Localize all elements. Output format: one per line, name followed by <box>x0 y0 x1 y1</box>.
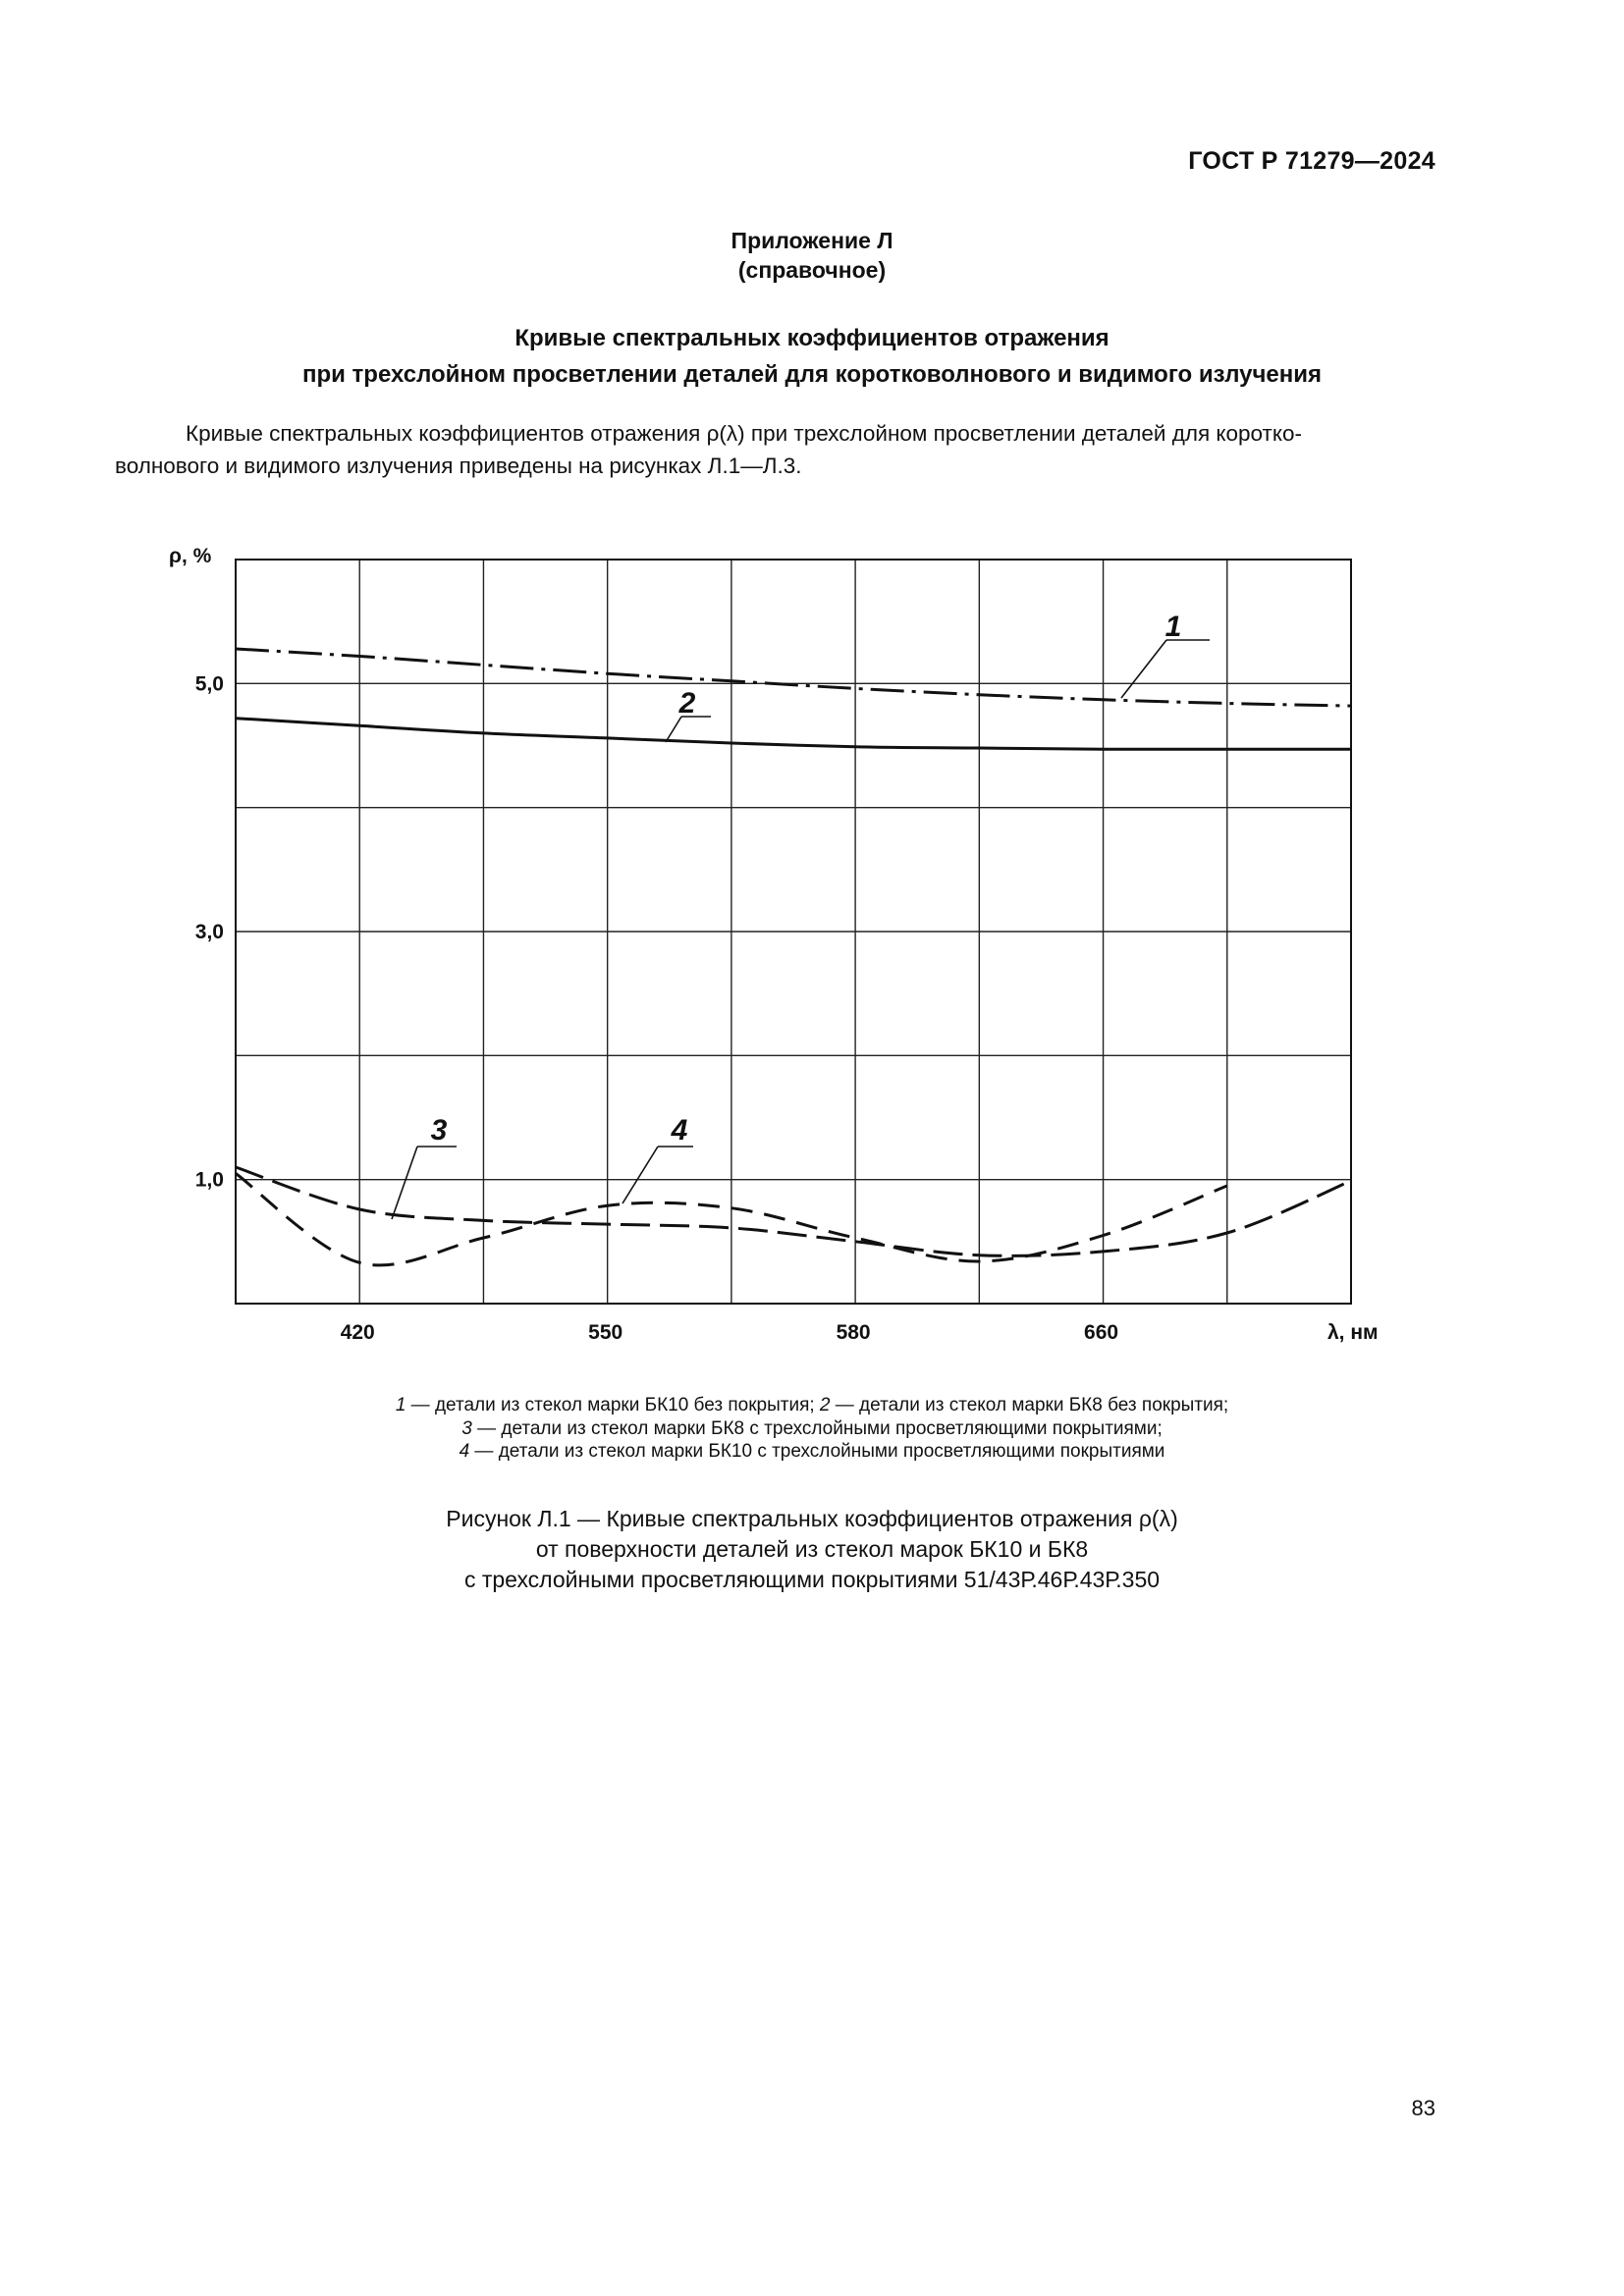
intro-line-2: волнового и видимого излучения приведены на рисунках Л.1—Л.3. <box>115 454 802 478</box>
legend-number-3: 3 <box>461 1417 472 1439</box>
series-line-2 <box>236 719 1351 750</box>
legend-text-2: — детали из стекол марки БК8 без покрытия; <box>830 1395 1229 1415</box>
legend-number-1: 1 <box>395 1395 406 1415</box>
x-tick-label: 580 <box>836 1321 871 1344</box>
legend-number-2: 2 <box>819 1395 831 1415</box>
chart-grid <box>236 560 1351 1304</box>
y-tick-label: 1,0 <box>194 1168 224 1192</box>
curve-callouts <box>392 611 1210 1219</box>
legend-line-3 <box>0 1440 1624 1464</box>
curve-label-3: 3 <box>430 1114 448 1147</box>
caption-line-2: от поверхности деталей из стекол марок БК10 и БК8 <box>535 1536 1089 1562</box>
curve-label-4: 4 <box>671 1114 688 1147</box>
curve-label-1: 1 <box>1164 611 1182 643</box>
chart-series <box>236 649 1351 1265</box>
caption-line-3: с трехслойными просветляющими покрытиями 51/43Р.46Р.43Р.350 <box>463 1567 1161 1592</box>
appendix-type: (справочное) <box>737 257 887 283</box>
section-title-line-2: при трехслойном просветлении деталей для коротковолнового и видимого излучения <box>301 361 1323 388</box>
intro-line-1-text: Кривые спектральных коэффициентов отражения ρ(λ) при трехслойном просветлении деталей для коротко- <box>186 421 1302 446</box>
intro-line-1 <box>115 417 1435 450</box>
legend-number-4: 4 <box>459 1441 470 1462</box>
caption-line-1: Рисунок Л.1 — Кривые спектральных коэффициентов отражения ρ(λ) <box>446 1506 1178 1531</box>
x-tick-label: 550 <box>588 1321 623 1344</box>
legend-text-1: — детали из стекол марки БК10 без покрытия; <box>406 1395 820 1415</box>
x-tick-label: 420 <box>340 1321 375 1344</box>
series-line-3 <box>236 1167 1351 1255</box>
legend-text-3: — детали из стекол марки БК8 с трехслойными просветляющими покрытиями; <box>471 1417 1163 1439</box>
y-axis-label: ρ, % <box>169 545 212 567</box>
figure-caption <box>0 1504 1624 1595</box>
callout-leader-4 <box>623 1147 658 1203</box>
y-tick-label: 3,0 <box>194 921 224 943</box>
y-tick-label: 5,0 <box>194 672 224 696</box>
section-title-line-1: Кривые спектральных коэффициентов отражения <box>514 325 1110 351</box>
appendix-label: Приложение Л <box>731 228 893 253</box>
page-number: 83 <box>1411 2096 1435 2120</box>
legend-text-4: — детали из стекол марки БК10 с трехслойными просветляющими покрытиями <box>469 1441 1165 1462</box>
callout-leader-2 <box>666 717 681 742</box>
callout-leader-3 <box>392 1147 417 1219</box>
curve-label-2: 2 <box>678 687 696 720</box>
series-line-1 <box>236 649 1351 706</box>
appendix-title <box>0 226 1624 285</box>
document-code: ГОСТ Р 71279—2024 <box>1188 147 1435 175</box>
chart-tick-labels <box>195 672 1118 1344</box>
legend-line-2 <box>0 1417 1624 1441</box>
intro-paragraph <box>115 417 1435 482</box>
reflectance-chart <box>0 530 1624 1374</box>
x-axis-label: λ, нм <box>1327 1321 1379 1344</box>
x-tick-label: 660 <box>1084 1321 1119 1344</box>
legend-line-1 <box>0 1394 1624 1417</box>
figure-legend <box>0 1394 1624 1464</box>
section-title <box>0 320 1624 393</box>
callout-leader-1 <box>1121 640 1166 698</box>
